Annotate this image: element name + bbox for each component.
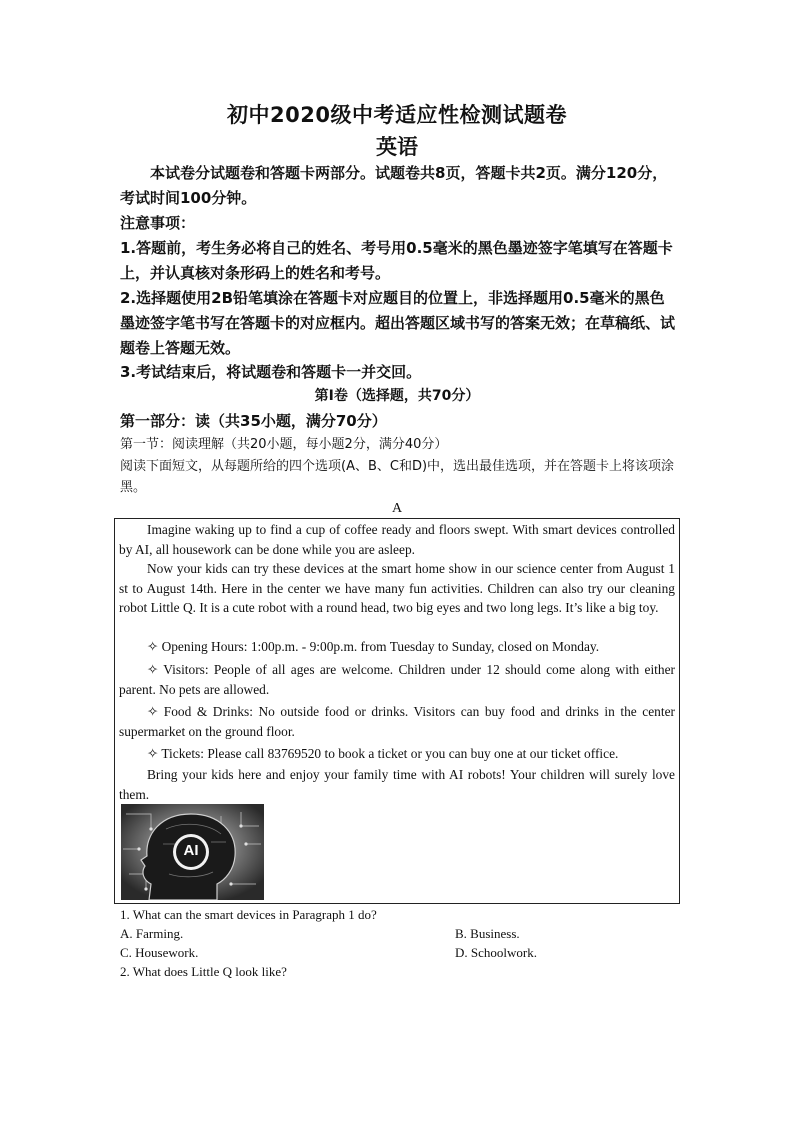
notice-heading: 注意事项：: [120, 214, 196, 232]
exam-title: 初中2020级中考适应性检测试题卷: [227, 103, 567, 127]
passage-food-drinks: ✧ Food & Drinks: No outside food or drinks. Visitors can buy food and drinks in the center supermarket on the ground floor.: [119, 704, 675, 739]
question-1-option-a: A. Farming.: [120, 926, 184, 941]
question-1-option-b: B. Business.: [455, 926, 520, 941]
part-title: 第一部分：读（共35小题，满分70分）: [120, 412, 387, 430]
question-1-stem: 1. What can the smart devices in Paragraph 1 do?: [120, 907, 377, 922]
subject-title: 英语: [376, 135, 418, 159]
passage-paragraph-2: Now your kids can try these devices at the smart home show in our science center from August 1 st to August 14th. Here in the center we have many fun activities. Children can also try our cleaning robot Little Q. It is a cute robot with a round head, two big eyes and two long legs. It’s like a big toy.: [119, 561, 675, 615]
passage-opening-hours: ✧ Opening Hours: 1:00p.m. - 9:00p.m. from Tuesday to Sunday, closed on Monday.: [147, 639, 600, 654]
ai-head-image: [121, 804, 264, 900]
passage-paragraph-1: Imagine waking up to find a cup of coffee ready and floors swept. With smart devices controlled by AI, all housework can be done while you are asleep.: [119, 522, 675, 557]
reading-instruction: 阅读下面短文，从每题所给的四个选项(A、B、C和D)中，选出最佳选项，并在答题卡上将该项涂黑。: [120, 459, 675, 495]
section-title: 第I卷（选择题，共70分）: [314, 388, 480, 404]
notice-item-2: 2.选择题使用2B铅笔填涂在答题卡对应题目的位置上，非选择题用0.5毫米的黑色墨迹签字笔书写在答题卡的对应框内。超出答题区域书写的答案无效；在草稿纸、试题卷上答题无效。: [120, 289, 676, 357]
passage-tickets: ✧ Tickets: Please call 83769520 to book a ticket or you can buy one at our ticket office.: [147, 746, 619, 761]
question-2-stem: 2. What does Little Q look like?: [120, 964, 287, 979]
notice-item-1: 1.答题前，考生务必将自己的姓名、考号用0.5毫米的黑色墨迹签字笔填写在答题卡上，并认真核对条形码上的姓名和考号。: [120, 239, 673, 282]
question-1-option-c: C. Housework.: [120, 945, 199, 960]
section-1-heading: 第一节：阅读理解（共20小题，每小题2分，满分40分）: [120, 437, 448, 452]
notice-item-3: 3.考试结束后，将试题卷和答题卡一并交回。: [120, 363, 422, 381]
passage-visitors: ✧ Visitors: People of all ages are welcome. Children under 12 should come along with either parent. No pets are allowed.: [119, 662, 675, 697]
passage-letter: A: [391, 501, 403, 516]
question-1-option-d: D. Schoolwork.: [455, 945, 537, 960]
exam-intro: 本试卷分试题卷和答题卡两部分。试题卷共8页，答题卡共2页。满分120分，考试时间100分钟。: [120, 164, 668, 207]
ai-logo-text: AI: [183, 842, 199, 859]
passage-closing: Bring your kids here and enjoy your family time with AI robots! Your children will surely love them.: [119, 767, 675, 802]
